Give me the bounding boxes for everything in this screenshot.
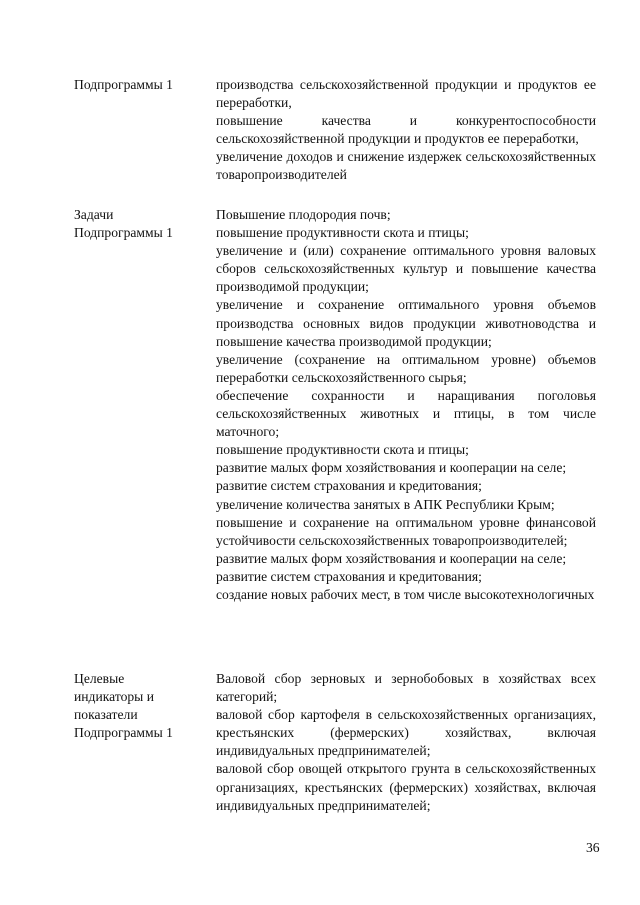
paragraph: обеспечение сохранности и наращивания поголовья сельскохозяйственных животных и птицы, в том числе маточного;: [216, 387, 596, 440]
paragraph: развитие малых форм хозяйствования и кооперации на селе;: [216, 460, 567, 476]
paragraph: валовой сбор овощей открытого грунта в сельскохозяйственных организациях, крестьянских (фермерских) хозяйствах, включая индивидуальных предпринимателей;: [216, 761, 596, 813]
paragraph: Валовой сбор зерновых и зернобобовых в хозяйствах всех категорий;: [216, 671, 596, 705]
paragraph: повышение и сохранение на оптимальном уровне финансовой устойчивости сельскохозяйственных товаропроизводителей;: [216, 514, 596, 548]
row-content: [216, 670, 596, 815]
paragraph: производства сельскохозяйственной продукции и продуктов ее переработки,: [216, 77, 596, 111]
label-line: индикаторы и: [74, 689, 154, 705]
row-label: [74, 206, 204, 242]
paragraph: Повышение плодородия почв;: [216, 207, 391, 222]
label-line: показатели: [74, 707, 138, 723]
paragraph: увеличение и (или) сохранение оптимального уровня валовых сборов сельскохозяйственных культур и повышение качества производимой продукции;: [216, 243, 596, 295]
row-content: [216, 206, 596, 604]
row-label: [74, 670, 204, 742]
row-label: [74, 76, 204, 94]
label-line: Задачи: [74, 207, 114, 222]
paragraph: увеличение (сохранение на оптимальном уровне) объемов переработки сельскохозяйственного сырья;: [216, 351, 596, 385]
paragraph: увеличение доходов и снижение издержек сельскохозяйственных товаропроизводителей: [216, 149, 596, 183]
label-line: Подпрограммы 1: [74, 725, 173, 741]
paragraph: повышение продуктивности скота и птицы;: [216, 225, 469, 241]
paragraph: развитие систем страхования и кредитования;: [216, 568, 482, 584]
paragraph: увеличение и сохранение оптимального уровня объемов производства основных видов продукции животноводства и повышение качества производимой продукции;: [216, 297, 596, 349]
paragraph: развитие малых форм хозяйствования и кооперации на селе;: [216, 550, 567, 566]
paragraph: повышение качества и конкурентоспособности сельскохозяйственной продукции и продуктов ее переработки,: [216, 113, 596, 147]
paragraph: повышение продуктивности скота и птицы;: [216, 442, 469, 458]
row-content: [216, 76, 596, 185]
label-line: Подпрограммы 1: [74, 225, 173, 241]
label-line: Подпрограммы 1: [74, 77, 173, 92]
paragraph: развитие систем страхования и кредитования;: [216, 478, 482, 494]
paragraph: увеличение количества занятых в АПК Республики Крым;: [216, 496, 555, 512]
paragraph: создание новых рабочих мест, в том числе высокотехнологичных: [216, 586, 595, 602]
page-number: 36: [586, 840, 600, 855]
label-line: Целевые: [74, 671, 125, 686]
paragraph: валовой сбор картофеля в сельскохозяйственных организациях, крестьянских (фермерских) хозяйствах, включая индивидуальных предпринимателей;: [216, 707, 596, 759]
